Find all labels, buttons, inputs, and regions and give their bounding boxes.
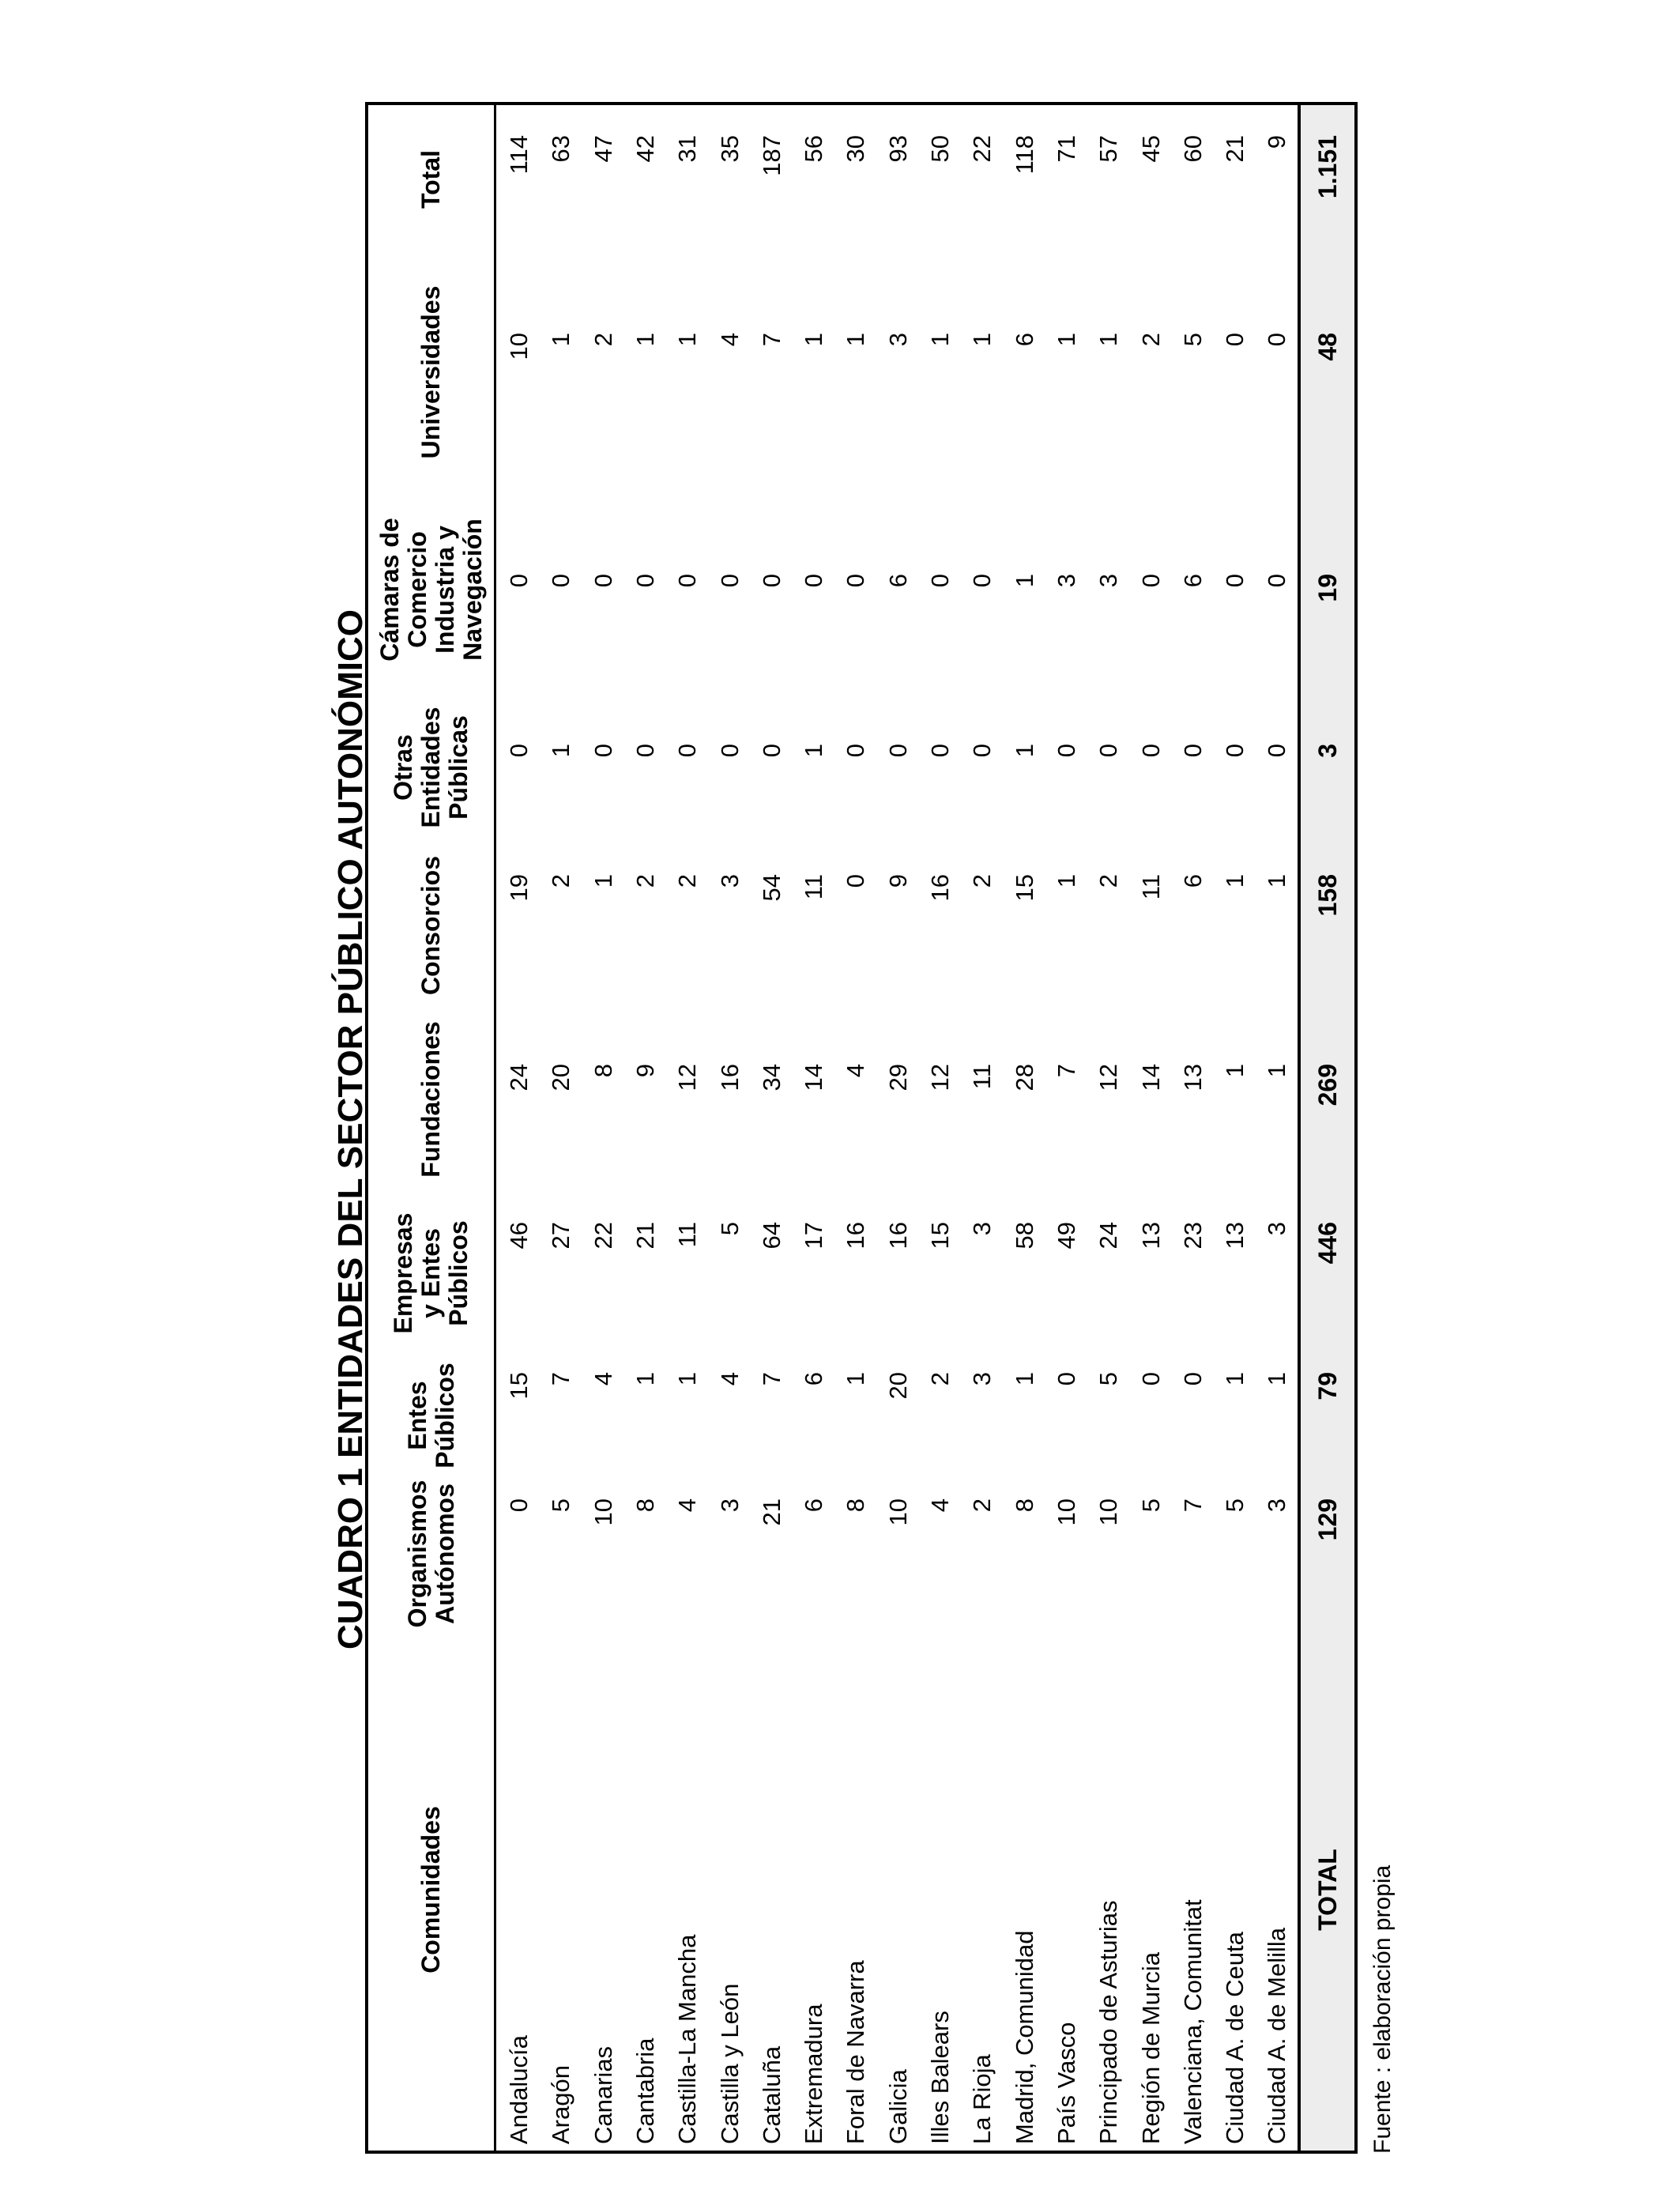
header-col-empresas: Empresas y Entes Públicos (389, 1212, 473, 1334)
cell-camaras: 6 (883, 574, 912, 588)
cell-total: 22 (968, 135, 996, 163)
cell-total: 9 (1263, 135, 1291, 149)
cell-organismos: 6 (800, 1498, 828, 1513)
cell-fundaciones: 34 (757, 1064, 785, 1091)
cell-consorcios: 54 (757, 874, 785, 902)
cell-comunidad: Aragón (547, 2065, 575, 2144)
cell-universidades: 4 (715, 333, 744, 347)
cell-comunidad: Castilla y León (715, 1983, 744, 2144)
cell-consorcios: 19 (505, 874, 533, 902)
cell-camaras: 3 (1094, 574, 1123, 588)
cell-empresas: 16 (883, 1222, 912, 1250)
cell-fundaciones: 269 (1313, 1064, 1342, 1106)
cell-entes: 4 (589, 1372, 617, 1386)
cell-otras: 1 (547, 744, 575, 758)
cell-consorcios: 3 (715, 874, 744, 888)
table-row (834, 105, 876, 2151)
cell-entes: 0 (1136, 1372, 1165, 1386)
cell-universidades: 2 (1136, 333, 1165, 347)
cell-camaras: 6 (1178, 574, 1207, 588)
cell-otras: 0 (1094, 744, 1123, 758)
cell-entes: 15 (505, 1372, 533, 1400)
cell-fundaciones: 8 (589, 1064, 617, 1078)
cell-camaras: 0 (589, 574, 617, 588)
cell-entes: 5 (1094, 1372, 1123, 1386)
header-col-otras: Otras Entidades Públicas (389, 707, 473, 828)
cell-empresas: 446 (1313, 1222, 1342, 1265)
cell-consorcios: 2 (547, 874, 575, 888)
cell-camaras: 0 (505, 574, 533, 588)
cell-fundaciones: 20 (547, 1064, 575, 1091)
cell-organismos: 4 (673, 1498, 702, 1513)
cell-otras: 1 (1010, 744, 1038, 758)
cell-entes: 20 (883, 1372, 912, 1400)
cell-comunidad: Canarias (589, 2045, 617, 2144)
cell-fundaciones: 1 (1263, 1064, 1291, 1078)
cell-otras: 0 (926, 744, 954, 758)
cell-otras: 0 (757, 744, 785, 758)
cell-otras: 0 (1136, 744, 1165, 758)
cell-universidades: 2 (589, 333, 617, 347)
cell-entes: 1 (673, 1372, 702, 1386)
cell-consorcios: 158 (1313, 874, 1342, 917)
cell-universidades: 5 (1178, 333, 1207, 347)
cell-entes: 7 (547, 1372, 575, 1386)
cell-universidades: 1 (1052, 333, 1080, 347)
cell-fundaciones: 12 (926, 1064, 954, 1091)
cell-comunidad: Foral de Navarra (842, 1960, 870, 2144)
cell-consorcios: 1 (589, 874, 617, 888)
cell-universidades: 6 (1010, 333, 1038, 347)
table-row (624, 105, 666, 2151)
cell-total: 45 (1136, 135, 1165, 163)
cell-comunidad: Andalucía (505, 2035, 533, 2144)
cell-universidades: 10 (505, 333, 533, 360)
cell-comunidad: Cataluña (757, 2045, 785, 2144)
cell-fundaciones: 14 (1136, 1064, 1165, 1091)
cell-consorcios: 2 (631, 874, 659, 888)
cell-empresas: 22 (589, 1222, 617, 1250)
cell-organismos: 3 (1263, 1498, 1291, 1513)
table-title: CUADRO 1 ENTIDADES DEL SECTOR PÚBLICO AUTONÓMICO (331, 609, 370, 1650)
cell-camaras: 0 (673, 574, 702, 588)
cell-otras: 0 (1052, 744, 1080, 758)
cell-otras: 1 (800, 744, 828, 758)
cell-empresas: 21 (631, 1222, 659, 1250)
cell-empresas: 24 (1094, 1222, 1123, 1250)
cell-total: 42 (631, 135, 659, 163)
cell-otras: 0 (968, 744, 996, 758)
header-col-consorcios: Consorcios (416, 855, 445, 996)
header-col-camaras: Cámaras de Comercio Industria y Navegación (375, 518, 487, 662)
cell-entes: 0 (1052, 1372, 1080, 1386)
cell-fundaciones: 12 (1094, 1064, 1123, 1091)
cell-otras: 0 (1263, 744, 1291, 758)
cell-comunidad: Castilla-La Mancha (673, 1934, 702, 2144)
cell-camaras: 1 (1010, 574, 1038, 588)
cell-camaras: 19 (1313, 574, 1342, 602)
cell-camaras: 3 (1052, 574, 1080, 588)
cell-camaras: 0 (757, 574, 785, 588)
header-col-comunidades: Comunidades (416, 1806, 445, 1973)
cell-entes: 4 (715, 1372, 744, 1386)
cell-camaras: 0 (631, 574, 659, 588)
cell-total: 118 (1010, 135, 1038, 175)
cell-comunidad: Valenciana, Comunitat (1178, 1899, 1207, 2144)
cell-empresas: 13 (1221, 1222, 1249, 1250)
cell-entes: 2 (926, 1372, 954, 1386)
cell-otras: 0 (715, 744, 744, 758)
cell-empresas: 64 (757, 1222, 785, 1250)
cell-otras: 0 (505, 744, 533, 758)
cell-otras: 0 (631, 744, 659, 758)
cell-total: 114 (505, 135, 533, 175)
cell-comunidad: Región de Murcia (1136, 1952, 1165, 2144)
table-row (1172, 105, 1214, 2151)
cell-universidades: 1 (673, 333, 702, 347)
cell-universidades: 1 (842, 333, 870, 347)
table-row (666, 105, 708, 2151)
cell-organismos: 10 (1052, 1498, 1080, 1526)
cell-comunidad: Cantabria (631, 2038, 659, 2144)
table-header (368, 105, 496, 2151)
cell-empresas: 23 (1178, 1222, 1207, 1250)
cell-consorcios: 1 (1052, 874, 1080, 888)
cell-camaras: 0 (547, 574, 575, 588)
cell-empresas: 16 (842, 1222, 870, 1250)
cell-consorcios: 11 (1136, 874, 1165, 900)
cell-fundaciones: 16 (715, 1064, 744, 1091)
cell-universidades: 1 (547, 333, 575, 347)
header-col-organismos: Organismos Autónomos (402, 1480, 459, 1628)
table-row (919, 105, 961, 2151)
cell-comunidad: Illes Balears (926, 2011, 954, 2144)
cell-entes: 1 (1221, 1372, 1249, 1386)
cell-comunidad: País Vasco (1052, 2022, 1080, 2144)
cell-empresas: 58 (1010, 1222, 1038, 1250)
cell-organismos: 0 (505, 1498, 533, 1513)
cell-consorcios: 16 (926, 874, 954, 902)
cell-consorcios: 11 (800, 874, 828, 900)
table-row (1130, 105, 1172, 2151)
cell-total: 71 (1052, 135, 1080, 163)
cell-comunidad: Extremadura (800, 2004, 828, 2144)
cell-comunidad: Principado de Asturias (1094, 1900, 1123, 2144)
cell-camaras: 0 (715, 574, 744, 588)
cell-fundaciones: 28 (1010, 1064, 1038, 1091)
cell-universidades: 7 (757, 333, 785, 347)
cell-organismos: 10 (589, 1498, 617, 1526)
cell-comunidad: Ciudad A. de Ceuta (1221, 1932, 1249, 2144)
cell-fundaciones: 9 (631, 1064, 659, 1078)
cell-consorcios: 2 (673, 874, 702, 888)
cell-entes: 6 (800, 1372, 828, 1386)
table-row (1214, 105, 1256, 2151)
header-col-universidades: Universidades (416, 285, 445, 459)
cell-universidades: 1 (800, 333, 828, 347)
cell-entes: 0 (1178, 1372, 1207, 1386)
cell-camaras: 0 (1263, 574, 1291, 588)
cell-consorcios: 2 (968, 874, 996, 888)
rotated-page (324, 88, 1399, 2171)
cell-consorcios: 1 (1221, 874, 1249, 888)
cell-otras: 0 (842, 744, 870, 758)
entities-table (365, 102, 1358, 2154)
cell-universidades: 1 (926, 333, 954, 347)
cell-empresas: 13 (1136, 1222, 1165, 1250)
cell-total: 35 (715, 135, 744, 163)
cell-total: 93 (883, 135, 912, 163)
cell-total: 31 (673, 135, 702, 163)
cell-empresas: 5 (715, 1222, 744, 1236)
table-row (961, 105, 1003, 2151)
cell-empresas: 15 (926, 1222, 954, 1250)
table-row (540, 105, 582, 2151)
cell-entes: 1 (842, 1372, 870, 1386)
table-row (1256, 105, 1298, 2151)
cell-total: 56 (800, 135, 828, 163)
cell-organismos: 129 (1313, 1498, 1342, 1541)
cell-total: 21 (1221, 135, 1249, 163)
cell-empresas: 11 (673, 1222, 702, 1248)
cell-consorcios: 2 (1094, 874, 1123, 888)
cell-organismos: 4 (926, 1498, 954, 1513)
cell-consorcios: 1 (1263, 874, 1291, 888)
header-col-total: Total (416, 149, 445, 209)
cell-organismos: 21 (757, 1498, 785, 1526)
cell-total: 47 (589, 135, 617, 163)
table-row (793, 105, 834, 2151)
cell-otras: 0 (883, 744, 912, 758)
cell-fundaciones: 4 (842, 1064, 870, 1078)
cell-otras: 0 (589, 744, 617, 758)
cell-camaras: 0 (1136, 574, 1165, 588)
cell-organismos: 3 (715, 1498, 744, 1513)
cell-universidades: 48 (1313, 333, 1342, 361)
cell-consorcios: 6 (1178, 874, 1207, 888)
cell-entes: 1 (631, 1372, 659, 1386)
cell-fundaciones: 13 (1178, 1064, 1207, 1091)
cell-total: 1.151 (1313, 135, 1342, 199)
cell-total: 50 (926, 135, 954, 163)
cell-consorcios: 15 (1010, 874, 1038, 902)
cell-otras: 0 (1221, 744, 1249, 758)
cell-comunidad: Galicia (883, 2069, 912, 2144)
cell-otras: 0 (673, 744, 702, 758)
table-row (1087, 105, 1129, 2151)
cell-universidades: 1 (631, 333, 659, 347)
cell-consorcios: 0 (842, 874, 870, 888)
cell-universidades: 0 (1263, 333, 1291, 347)
table-row (709, 105, 751, 2151)
table-row (582, 105, 624, 2151)
cell-camaras: 0 (926, 574, 954, 588)
cell-organismos: 5 (547, 1498, 575, 1513)
cell-universidades: 1 (1094, 333, 1123, 347)
cell-empresas: 27 (547, 1222, 575, 1250)
cell-empresas: 17 (800, 1222, 828, 1250)
cell-entes: 3 (968, 1372, 996, 1386)
cell-total: 187 (757, 135, 785, 176)
cell-camaras: 0 (800, 574, 828, 588)
cell-fundaciones: 7 (1052, 1064, 1080, 1078)
cell-organismos: 10 (1094, 1498, 1123, 1526)
cell-fundaciones: 1 (1221, 1064, 1249, 1078)
cell-entes: 7 (757, 1372, 785, 1386)
cell-total: 57 (1094, 135, 1123, 163)
cell-fundaciones: 11 (968, 1064, 996, 1090)
cell-comunidad: TOTAL (1313, 1849, 1342, 1931)
cell-empresas: 3 (968, 1222, 996, 1236)
cell-empresas: 3 (1263, 1222, 1291, 1236)
cell-comunidad: Ciudad A. de Melilla (1263, 1928, 1291, 2144)
cell-universidades: 0 (1221, 333, 1249, 347)
cell-fundaciones: 12 (673, 1064, 702, 1091)
total-row (1298, 105, 1354, 2151)
cell-empresas: 49 (1052, 1222, 1080, 1250)
cell-consorcios: 9 (883, 874, 912, 888)
table-row (498, 105, 540, 2151)
cell-camaras: 0 (842, 574, 870, 588)
cell-fundaciones: 14 (800, 1064, 828, 1091)
table-row (1004, 105, 1045, 2151)
cell-universidades: 3 (883, 333, 912, 347)
cell-comunidad: La Rioja (968, 2054, 996, 2144)
cell-organismos: 5 (1221, 1498, 1249, 1513)
cell-organismos: 5 (1136, 1498, 1165, 1513)
cell-organismos: 8 (842, 1498, 870, 1513)
cell-empresas: 46 (505, 1222, 533, 1250)
cell-organismos: 2 (968, 1498, 996, 1513)
cell-entes: 79 (1313, 1372, 1342, 1400)
cell-fundaciones: 29 (883, 1064, 912, 1091)
cell-entes: 1 (1010, 1372, 1038, 1386)
cell-total: 30 (842, 135, 870, 163)
source-note: Fuente : elaboración propia (1369, 1864, 1396, 2154)
header-col-entes: Entes Públicos (402, 1363, 459, 1468)
cell-total: 63 (547, 135, 575, 163)
cell-otras: 0 (1178, 744, 1207, 758)
cell-entes: 1 (1263, 1372, 1291, 1386)
cell-otras: 3 (1313, 744, 1342, 758)
cell-organismos: 8 (1010, 1498, 1038, 1513)
table-row (751, 105, 793, 2151)
cell-total: 60 (1178, 135, 1207, 163)
cell-comunidad: Madrid, Comunidad (1010, 1930, 1038, 2144)
header-col-fundaciones: Fundaciones (416, 1021, 445, 1178)
cell-organismos: 7 (1178, 1498, 1207, 1513)
cell-camaras: 0 (968, 574, 996, 588)
table-row (1045, 105, 1087, 2151)
cell-universidades: 1 (968, 333, 996, 347)
table-row (877, 105, 919, 2151)
cell-camaras: 0 (1221, 574, 1249, 588)
cell-fundaciones: 24 (505, 1064, 533, 1091)
cell-organismos: 8 (631, 1498, 659, 1513)
cell-organismos: 10 (883, 1498, 912, 1526)
